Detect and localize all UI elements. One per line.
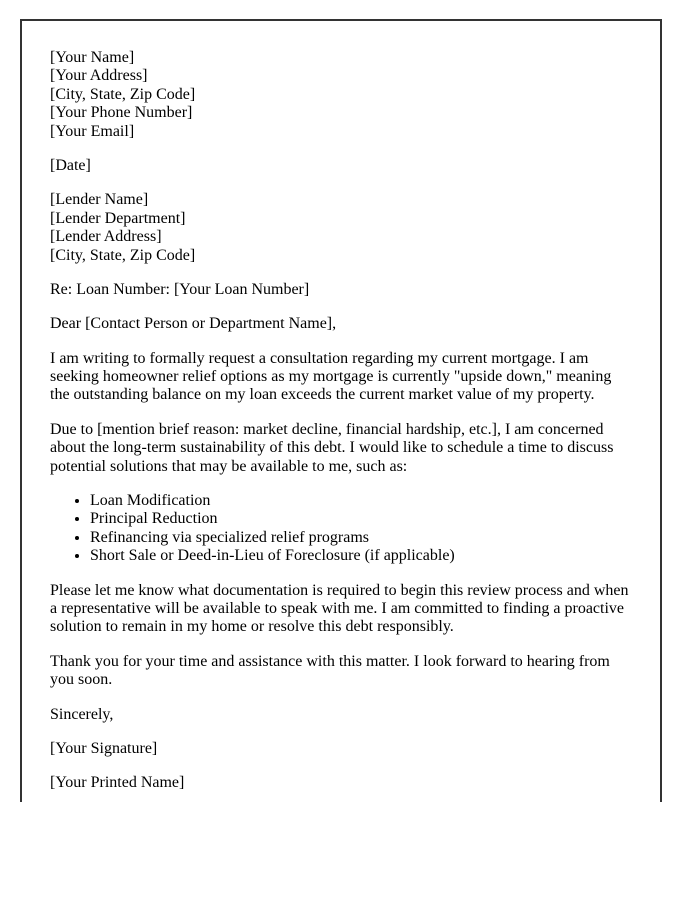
- lender-name: [Lender Name]: [50, 191, 149, 209]
- list-item-loan-modification: • Loan Modification: [90, 492, 632, 510]
- list-item-principal-reduction: • Principal Reduction: [90, 510, 632, 528]
- list-item-short-sale: • Short Sale or Deed-in-Lieu of Foreclosure (if applicable): [90, 547, 632, 565]
- subject-line: Re: Loan Number: [Your Loan Number]: [50, 280, 310, 298]
- relief-options-list: [50, 492, 632, 566]
- sender-block: [50, 49, 632, 141]
- salutation: Dear [Contact Person or Department Name],: [50, 315, 337, 333]
- body-paragraph-documentation: Please let me know what documentation is required to begin this review process and when a representative will be available to speak with me. I am committed to finding a proactive solution to remain in my home or resolve this debt responsibly.: [50, 581, 629, 636]
- lender-city-state-zip: [City, State, Zip Code]: [50, 246, 196, 264]
- sender-address: [Your Address]: [50, 67, 148, 85]
- body-paragraph-thanks: Thank you for your time and assistance with this matter. I look forward to hearing from you soon.: [50, 652, 610, 689]
- sender-email: [Your Email]: [50, 122, 135, 140]
- lender-department: [Lender Department]: [50, 209, 186, 227]
- date-line: [Date]: [50, 156, 91, 174]
- lender-address: [Lender Address]: [50, 228, 162, 246]
- signature-placeholder: [Your Signature]: [50, 739, 158, 757]
- closing: Sincerely,: [50, 705, 114, 723]
- list-item-refinancing: • Refinancing via specialized relief programs: [90, 529, 632, 547]
- sender-name: [Your Name]: [50, 49, 135, 66]
- sender-city-state-zip: [City, State, Zip Code]: [50, 85, 196, 103]
- sender-phone: [Your Phone Number]: [50, 104, 193, 122]
- body-paragraph-intro: I am writing to formally request a consultation regarding my current mortgage. I am seeking homeowner relief options as my mortgage is currently "upside down," meaning the outstanding balance on my loan exceeds the current market value of my property.: [50, 349, 612, 404]
- letter-document: [20, 19, 662, 802]
- recipient-block: [50, 191, 632, 265]
- body-paragraph-reason: Due to [mention brief reason: market decline, financial hardship, etc.], I am concerned about the long-term sustainability of this debt. I would like to schedule a time to discuss potential solutions that may be available to me, such as:: [50, 420, 614, 475]
- printed-name-placeholder: [Your Printed Name]: [50, 774, 185, 792]
